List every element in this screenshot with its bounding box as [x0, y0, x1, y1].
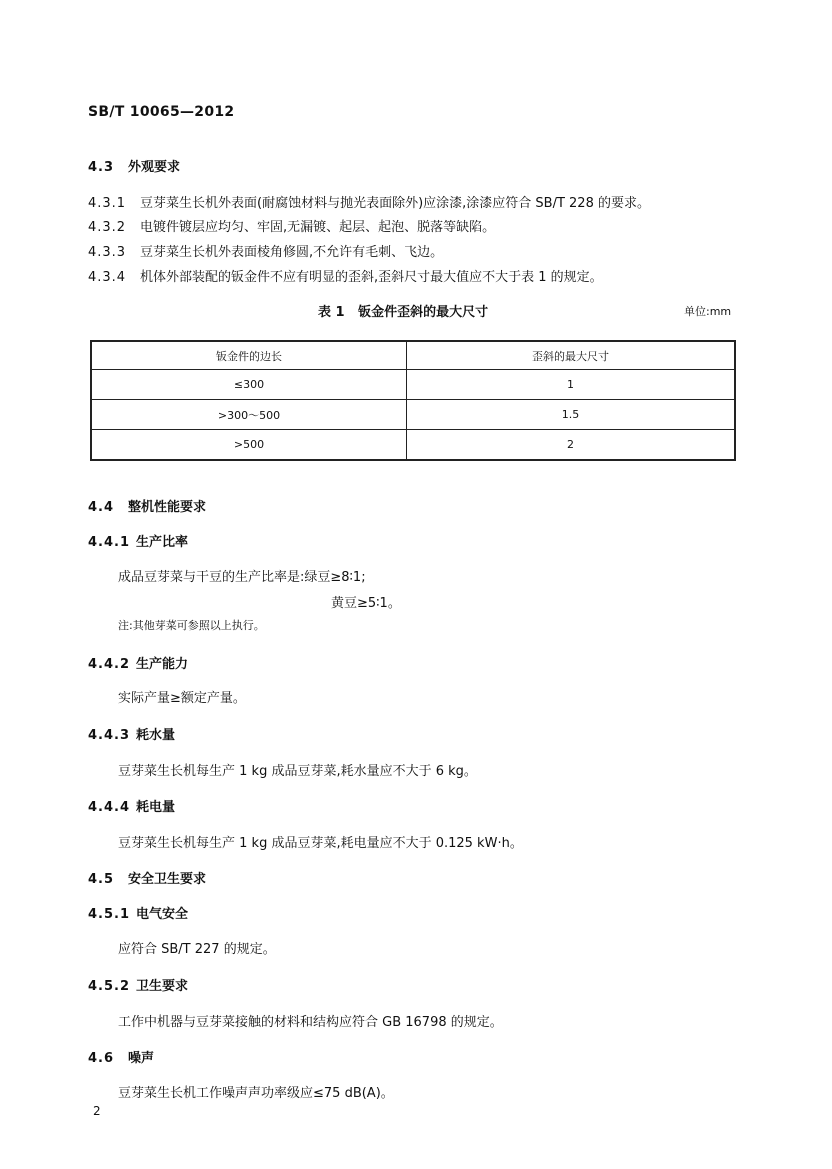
section-4-3-heading: [88, 156, 180, 175]
capacity-text: 实际产量≥额定产量。: [118, 691, 246, 706]
section-title: 耗电量: [136, 800, 176, 815]
clause-number: 4.3.2: [88, 220, 127, 235]
hygiene-text: 工作中机器与豆芽菜接触的材料和结构应符合 GB 16798 的规定。: [118, 1015, 503, 1030]
document-header: SB/T 10065—2012: [88, 104, 235, 120]
section-number: 4.4: [88, 500, 115, 515]
table-cell: >300～500: [91, 400, 407, 430]
sheet-metal-skew-table: [90, 340, 736, 461]
section-4-4-heading: [88, 496, 206, 515]
electrical-safety-text: 应符合 SB/T 227 的规定。: [118, 942, 276, 957]
table-header-cell: 歪斜的最大尺寸: [407, 341, 736, 370]
section-number: 4.5: [88, 872, 115, 887]
section-4-4-4-heading: [88, 796, 175, 815]
clause-text: 机体外部装配的钣金件不应有明显的歪斜,歪斜尺寸最大值应不大于表 1 的规定。: [140, 270, 603, 285]
section-4-5-2-heading: [88, 975, 188, 994]
section-4-4-1-heading: [88, 531, 188, 550]
table-cell: ≤300: [91, 370, 407, 400]
section-4-5-1-heading: [88, 903, 188, 922]
clause-4-3-2: [88, 216, 495, 235]
clause-number: 4.3.3: [88, 245, 127, 260]
note-text: 注:其他芽菜可参照以上执行。: [118, 619, 265, 632]
section-4-4-3-heading: [88, 724, 175, 743]
section-title: 安全卫生要求: [128, 872, 207, 887]
section-title: 卫生要求: [136, 979, 189, 994]
table-row: [91, 400, 735, 430]
section-number: 4.4.4: [88, 800, 131, 815]
clause-4-3-4: [88, 266, 603, 285]
section-title: 电气安全: [136, 907, 189, 922]
table-header-row: [91, 341, 735, 370]
section-4-6-heading: [88, 1047, 154, 1066]
clause-text: 电镀件镀层应均匀、牢固,无漏镀、起层、起泡、脱落等缺陷。: [140, 220, 496, 235]
clause-number: 4.3.4: [88, 270, 127, 285]
section-title: 耗水量: [136, 728, 176, 743]
ratio-line-soybean: 黄豆≥5∶1。: [331, 596, 401, 611]
table-row: [91, 370, 735, 400]
table-cell: 1: [407, 370, 736, 400]
section-number: 4.6: [88, 1051, 115, 1066]
section-4-5-heading: [88, 868, 206, 887]
table-cell: >500: [91, 430, 407, 461]
ratio-line-mung-bean: 成品豆芽菜与干豆的生产比率是:绿豆≥8∶1;: [118, 570, 366, 585]
section-title: 整机性能要求: [128, 500, 207, 515]
table-unit: 单位:mm: [684, 305, 732, 318]
section-number: 4.4.1: [88, 535, 131, 550]
section-number: 4.5.2: [88, 979, 131, 994]
section-title: 生产能力: [136, 657, 189, 672]
section-number: 4.3: [88, 160, 115, 175]
table-caption: 表 1 钣金件歪斜的最大尺寸: [318, 305, 489, 320]
clause-text: 豆芽菜生长机外表面(耐腐蚀材料与抛光表面除外)应涂漆,涂漆应符合 SB/T 228 的要求。: [140, 196, 650, 211]
section-number: 4.4.2: [88, 657, 131, 672]
clause-4-3-1: [88, 192, 650, 211]
section-title: 噪声: [128, 1051, 155, 1066]
section-number: 4.4.3: [88, 728, 131, 743]
section-4-4-2-heading: [88, 653, 188, 672]
table-cell: 2: [407, 430, 736, 461]
clause-number: 4.3.1: [88, 196, 127, 211]
clause-4-3-3: [88, 241, 443, 260]
noise-text: 豆芽菜生长机工作噪声声功率级应≤75 dB(A)。: [118, 1086, 394, 1101]
section-title: 生产比率: [136, 535, 189, 550]
table-row: [91, 430, 735, 461]
table-header-cell: 钣金件的边长: [91, 341, 407, 370]
table-cell: 1.5: [407, 400, 736, 430]
clause-text: 豆芽菜生长机外表面棱角修圆,不允许有毛刺、飞边。: [140, 245, 444, 260]
power-consumption-text: 豆芽菜生长机每生产 1 kg 成品豆芽菜,耗电量应不大于 0.125 kW·h。: [118, 836, 523, 851]
water-consumption-text: 豆芽菜生长机每生产 1 kg 成品豆芽菜,耗水量应不大于 6 kg。: [118, 764, 477, 779]
page-number: 2: [93, 1104, 101, 1118]
section-number: 4.5.1: [88, 907, 131, 922]
section-title: 外观要求: [128, 160, 181, 175]
